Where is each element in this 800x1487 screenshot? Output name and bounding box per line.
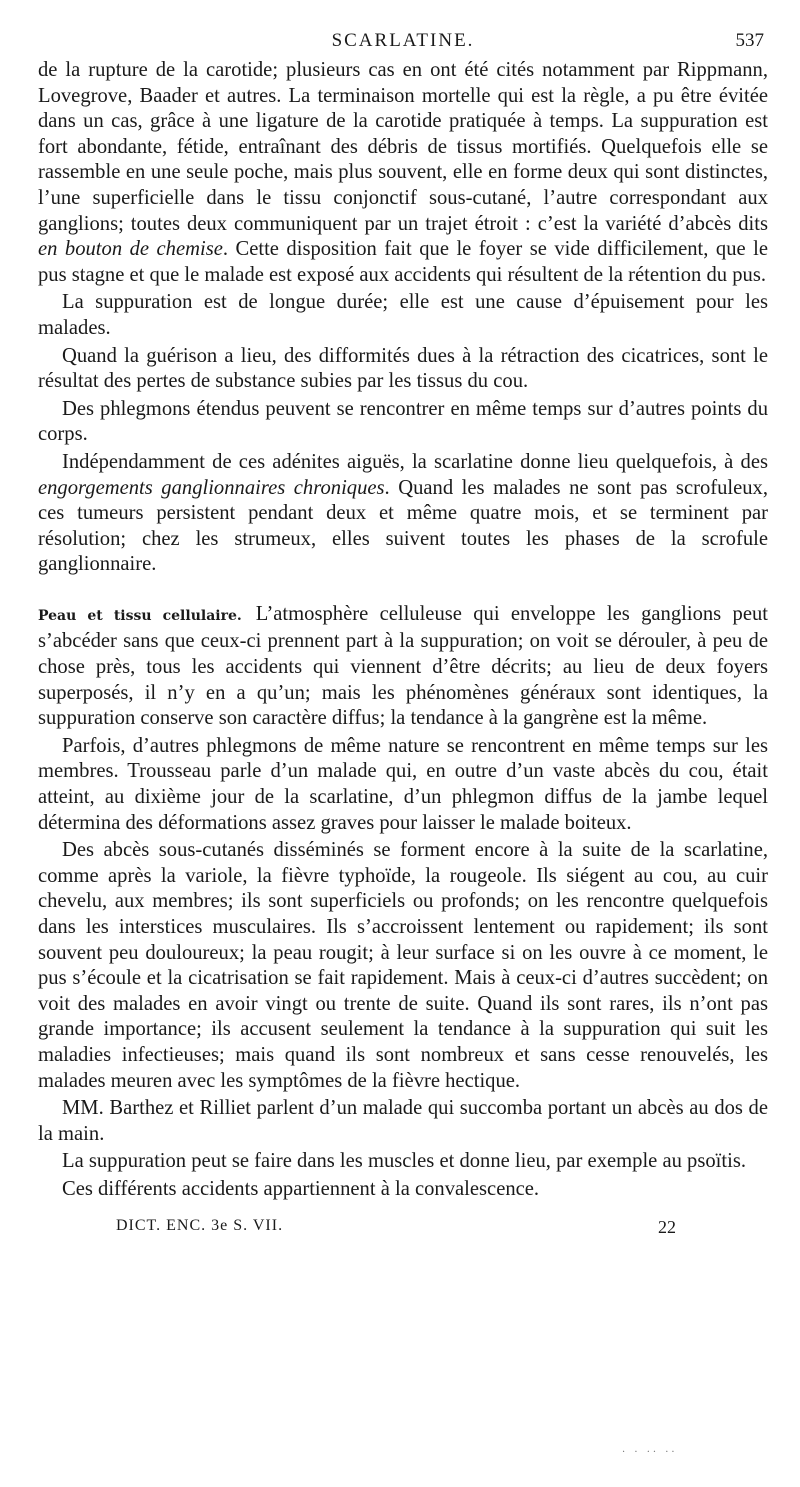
running-head — [38, 28, 768, 58]
paragraph-5-italic: engorgements ganglionnaires chroniques — [38, 476, 385, 499]
scan-specks: · · ·· ·· — [622, 1447, 678, 1458]
paragraph-9: MM. Barthez et Rilliet parlent d’un malade qui succomba portant un abcès au dos de la main. — [38, 1097, 768, 1145]
paragraph-3: Quand la guérison a lieu, des difformités dues à la rétraction des cicatrices, sont le résultat des pertes de substance subies par les tissus du cou. — [38, 344, 768, 393]
paragraph-1 — [38, 58, 768, 288]
paragraph-1-text-a: de la rupture de la carotide; plusieurs cas en ont été cités notamment par Rippmann, Lovegrove, Baader et autres. La terminaison mortelle qui est la règle, a pu être évitée dans un cas, grâce à une ligature de la carotide pratiquée à temps. La suppuration est fort abondante, fétide, entraînant des débris de tissus mortifiés. Quelquefois elle se rassemble en une seule poche, mais plus souvent, elle en forme deux qui sont distinctes, l’une superficielle dans le tissu conjonctif sous-cutané, l’autre correspondant aux ganglions; toutes deux communiquent par un trajet étroit : c’est la variété d’abcès dits — [38, 59, 768, 235]
paragraph-1-text-b: . Cette disposition fait que le foyer se vide difficilement, que le pus stagne et que le malade est exposé aux accidents qui résultent de la rétention du pus. — [38, 238, 768, 286]
page-footer — [38, 1217, 768, 1247]
section-gap — [38, 578, 768, 602]
paragraph-8: Des abcès sous-cutanés disséminés se forment encore à la suite de la scarlatine, comme après la variole, la fièvre typhoïde, la rougeole. Ils siégent au cou, au cuir chevelu, aux membres; ils sont superficiels ou profonds; on les rencontre quelquefois dans les interstices musculaires. Ils s’accroissent lentement ou rapidement; ils sont souvent peu douloureux; la peau rougit; à leur surface si on les ouvre à ce moment, le pus s’écoule et la cicatrisation se fait rapidement. Mais à ceux-ci d’autres succèdent; on voit des malades en avoir vingt ou trente de suite. Quand ils sont rares, ils n’ont pas grande importance; ils accusent seulement la tendance à la suppuration qui suit les maladies infectieuses; mais quand ils sont nombreux et sans cesse renouvelés, les malades meuren avec les symptômes de la fièvre hectique. — [38, 839, 768, 1092]
paragraph-5-text-b: . Quand les malades ne sont pas scrofuleux, ces tumeurs persistent pendant deux et même quatre mois, et se terminent par résolution; chez les strumeux, elles suivent toutes les phases de la scrofule ganglionnaire. — [38, 476, 768, 576]
page-number: 537 — [735, 30, 764, 51]
paragraph-4: Des phlegmons étendus peuvent se rencontrer en même temps sur d’autres points du corps. — [38, 397, 768, 446]
paragraph-7: Parfois, d’autres phlegmons de même nature se rencontrent en même temps sur les membres. Trousseau parle d’un malade qui, en outre d’un vaste abcès du cou, était atteint, au dixième jour de la scarlatine, d’un phlegmon diffus de la jambe lequel détermina des déformations assez graves pour laisser le malade boiteux. — [38, 734, 768, 834]
signature-mark: DICT. ENC. 3e S. VII. — [116, 1216, 284, 1234]
paragraph-1-italic: en bouton de chemise — [38, 238, 223, 261]
paragraph-2: La suppuration est de longue durée; elle est une cause d’épuisement pour les malades. — [38, 291, 768, 339]
sheet-number: 22 — [658, 1216, 676, 1237]
paragraph-5 — [38, 450, 768, 578]
running-title: SCARLATINE. — [331, 30, 475, 51]
document-page — [38, 28, 768, 1247]
paragraph-5-text-a: Indépendamment de ces adénites aiguës, la scarlatine donne lieu quelquefois, à des — [62, 450, 768, 473]
paragraph-6 — [38, 602, 768, 732]
paragraph-6-text: L’atmosphère celluleuse qui enveloppe les ganglions peut s’abcéder sans que ceux-ci prennent part à la suppuration; on voit se dérouler, à peu de chose près, tous les accidents qui viennent d’être décrits; au lieu de deux foyers superposés, il n’y en a qu’un; mais les phénomènes généraux sont identiques, la suppuration conserve son caractère diffus; la tendance à la gangrène est la même. — [38, 602, 768, 730]
section-heading: Peau et tissu cellulaire. — [38, 607, 242, 624]
paragraph-11: Ces différents accidents appartiennent à la convalescence. — [62, 1177, 540, 1200]
paragraph-10: La suppuration peut se faire dans les muscles et donne lieu, par exemple au psoïtis. — [62, 1150, 746, 1173]
